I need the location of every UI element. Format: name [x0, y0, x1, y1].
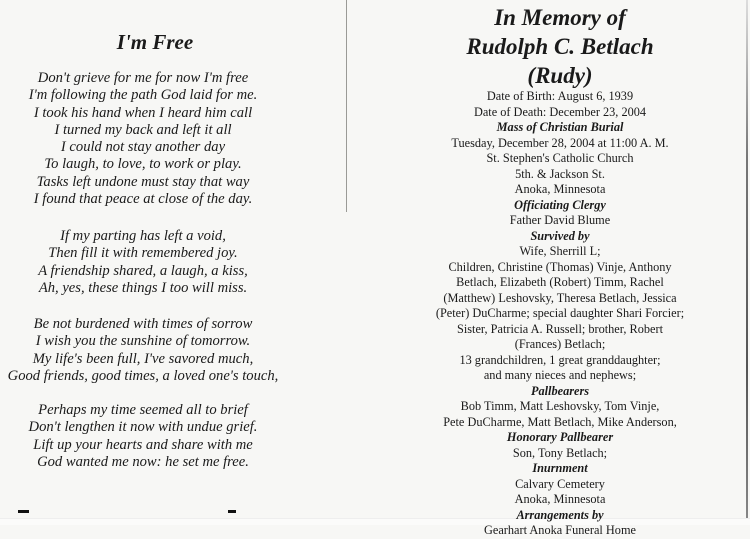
mass-line: St. Stephen's Catholic Church — [486, 151, 634, 165]
poem-line: I'm following the path God laid for me. — [28, 87, 258, 104]
poem-line: If my parting has left a void, — [60, 228, 226, 244]
survived-line: Betlach, Elizabeth (Robert) Timm, Rachel — [456, 275, 664, 289]
poem-line: A friendship shared, a laugh, a kiss, — [38, 262, 248, 279]
poem-stanza — [0, 402, 286, 471]
survived-line: Children, Christine (Thomas) Vinje, Anthony — [448, 259, 672, 274]
print-mark — [18, 510, 29, 513]
survived-line: (Matthew) Leshovsky, Theresa Betlach, Jessica — [443, 290, 677, 305]
poem-line: I took his hand when I heard him call — [33, 104, 253, 121]
poem-line: To laugh, to love, to work or play. — [44, 156, 242, 173]
poem-line: Then fill it with remembered joy. — [48, 245, 238, 262]
poem-line: Don't lengthen it now with undue grief. — [28, 419, 258, 436]
section-heading-honorary: Honorary Pallbearer — [506, 430, 614, 444]
survived-line: Sister, Patricia A. Russell; brother, Robert — [457, 321, 663, 336]
survived-line: (Peter) DuCharme; special daughter Shari Forcier; — [435, 306, 685, 320]
memorial-title — [400, 3, 720, 90]
poem-line: Be not burdened with times of sorrow — [33, 316, 253, 332]
poem-line: I wish you the sunshine of tomorrow. — [35, 333, 251, 350]
poem-line: God wanted me now: he set me free. — [37, 453, 249, 470]
poem-line: Perhaps my time seemed all to brief — [38, 402, 248, 418]
poem-line: I found that peace at close of the day. — [33, 191, 253, 208]
poem-line: Ah, yes, these things I too will miss. — [38, 279, 248, 296]
poem-line: Good friends, good times, a loved one's touch, — [7, 367, 279, 384]
poem-line: Tasks left undone must stay that way — [36, 173, 250, 190]
survived-line: Wife, Sherrill L; — [519, 244, 601, 258]
print-mark — [228, 510, 236, 513]
arrangements-line: Gearhart Anoka Funeral Home — [484, 523, 636, 537]
mass-line: Anoka, Minnesota — [514, 182, 606, 196]
poem-stanza — [0, 70, 286, 208]
date-of-birth: Date of Birth: August 6, 1939 — [486, 89, 634, 103]
poem-stanza — [0, 316, 286, 385]
paper-edge — [746, 0, 748, 525]
poem-title: I'm Free — [116, 30, 194, 54]
memorial-page — [400, 0, 740, 537]
page-fold-line — [346, 0, 347, 212]
poem-line: My life's been full, I've savored much, — [32, 350, 254, 367]
section-heading-clergy: Officiating Clergy — [514, 197, 606, 212]
poem-page — [0, 0, 346, 525]
memorial-title-line: In Memory of — [494, 5, 626, 30]
deceased-name: Rudolph C. Betlach — [466, 34, 654, 59]
date-of-death: Date of Death: December 23, 2004 — [473, 104, 647, 119]
inurnment-line: Calvary Cemetery — [515, 476, 605, 491]
survived-line: and many nieces and nephews; — [483, 368, 637, 382]
inurnment-line: Anoka, Minnesota — [514, 492, 606, 506]
survived-line: (Frances) Betlach; — [514, 337, 606, 351]
clergy-line: Father David Blume — [509, 213, 611, 227]
pallbearers-line: Pete DuCharme, Matt Betlach, Mike Anderson, — [443, 414, 677, 429]
mass-line: Tuesday, December 28, 2004 at 11:00 A. M. — [451, 135, 669, 150]
section-heading-inurnment: Inurnment — [532, 461, 588, 475]
poem-stanza — [0, 228, 286, 297]
deceased-nickname: (Rudy) — [527, 63, 593, 88]
mass-line: 5th. & Jackson St. — [515, 166, 605, 181]
section-heading-mass: Mass of Christian Burial — [496, 120, 624, 134]
poem-line: Lift up your hearts and share with me — [33, 436, 253, 453]
poem-line: I could not stay another day — [60, 139, 226, 156]
section-heading-pallbearers: Pallbearers — [530, 383, 590, 398]
poem-line: Don't grieve for me for now I'm free — [37, 70, 249, 86]
pallbearers-line: Bob Timm, Matt Leshovsky, Tom Vinje, — [460, 399, 660, 413]
memorial-details — [400, 89, 720, 539]
section-heading-survived: Survived by — [530, 228, 590, 243]
survived-line: 13 grandchildren, 1 great granddaughter; — [459, 352, 661, 367]
poem-line: I turned my back and left it all — [54, 121, 232, 138]
section-heading-arrangements: Arrangements by — [516, 507, 604, 522]
honorary-line: Son, Tony Betlach; — [512, 445, 608, 460]
